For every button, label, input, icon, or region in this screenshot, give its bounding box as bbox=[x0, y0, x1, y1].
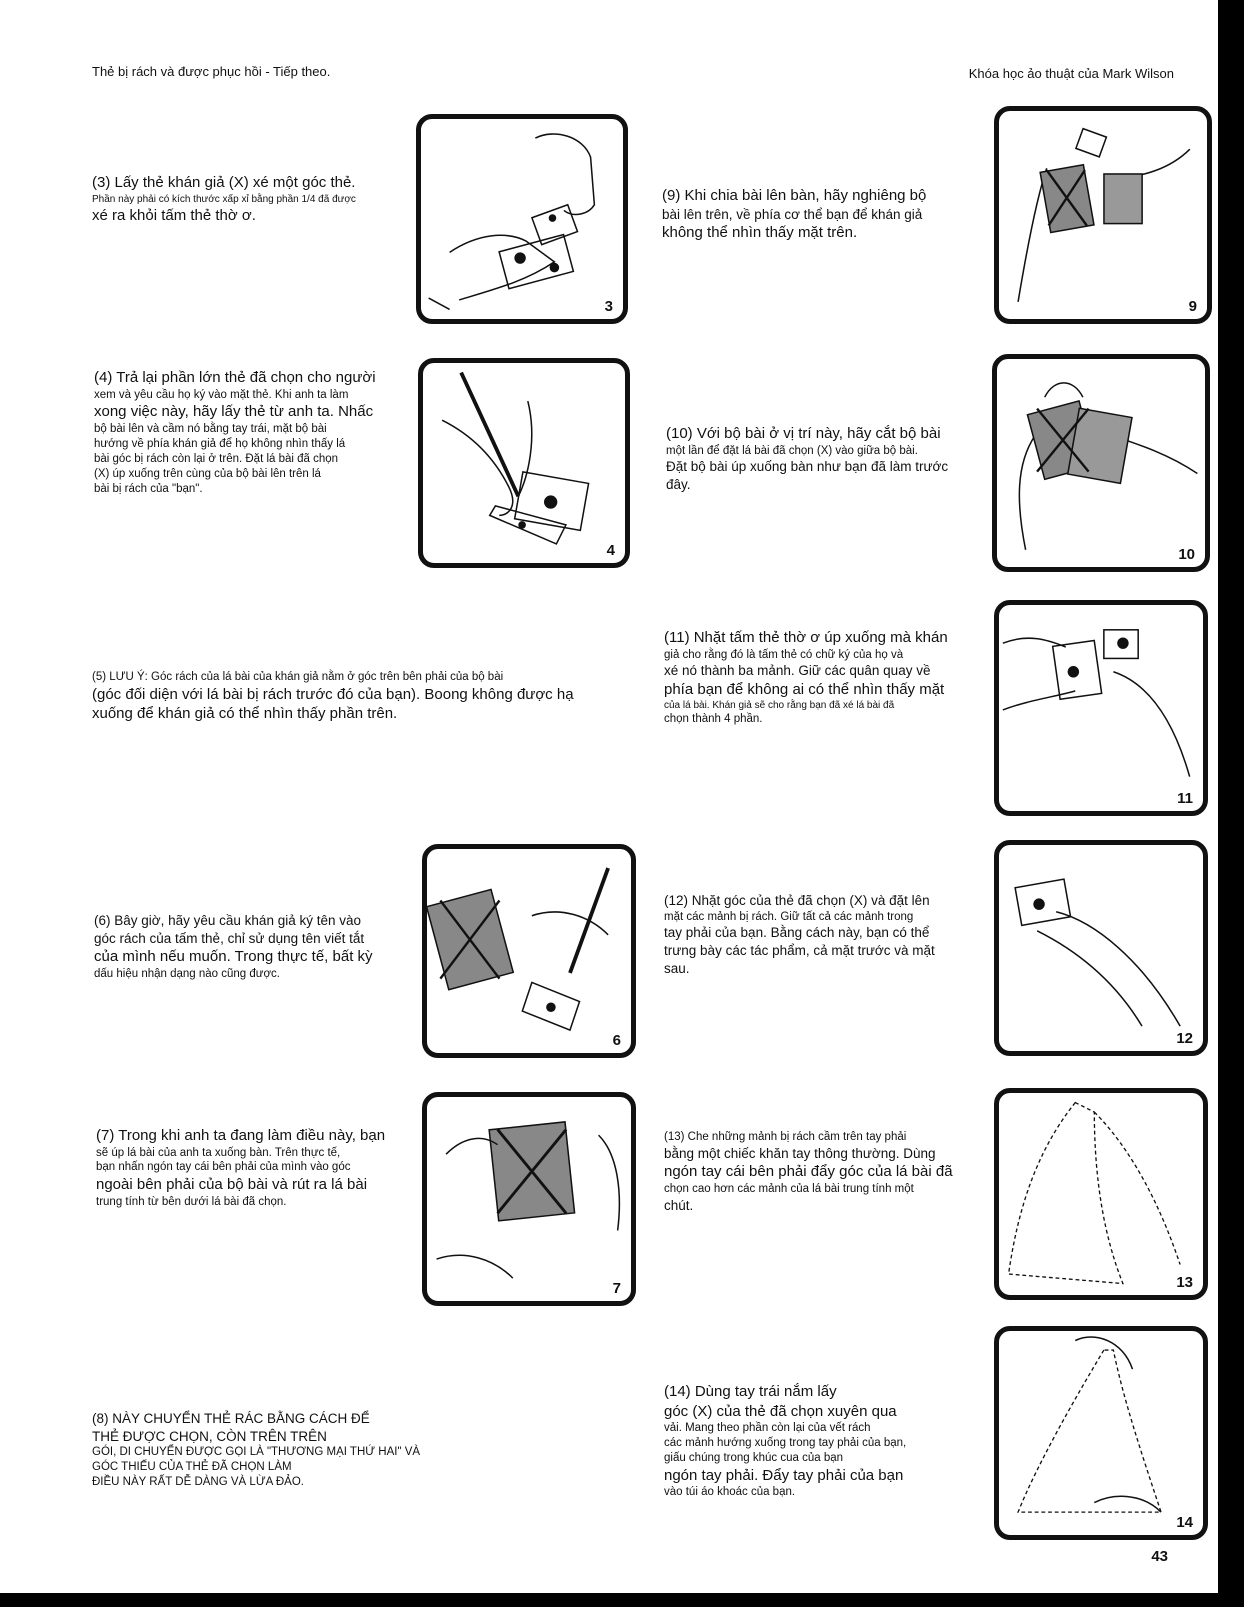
step-7-line: trung tính từ bên dưới lá bài đã chọn. bbox=[96, 1195, 287, 1208]
step-12-line: tay phải của bạn. Bằng cách này, bạn có thể bbox=[664, 925, 930, 941]
step-8-line: GÓI, DI CHUYỂN ĐƯỢC GỌI LÀ "THƯƠNG MẠI THỨ HAI" VÀ bbox=[92, 1446, 421, 1459]
figure-14 bbox=[994, 1326, 1208, 1540]
figure-12 bbox=[994, 840, 1208, 1056]
figure-7-illustration bbox=[427, 1097, 631, 1301]
figure-13 bbox=[994, 1088, 1208, 1300]
step-14-line: ngón tay phải. Đẩy tay phải của bạn bbox=[664, 1466, 904, 1484]
step-13-text bbox=[664, 1130, 974, 1214]
figure-14-illustration bbox=[999, 1331, 1203, 1535]
step-11-line: phía bạn để không ai có thể nhìn thấy mặt bbox=[664, 680, 945, 698]
step-4-text bbox=[94, 368, 414, 497]
step-6-text bbox=[94, 912, 414, 982]
step-7-line: sẽ úp lá bài của anh ta xuống bàn. Trên thực tế, bbox=[96, 1146, 341, 1159]
header-right: Khóa học ảo thuật của Mark Wilson bbox=[968, 66, 1174, 81]
step-6-line: của mình nếu muốn. Trong thực tế, bất kỳ bbox=[94, 948, 373, 966]
figure-3-number: 3 bbox=[604, 298, 613, 315]
step-13-line: (13) Che những mảnh bị rách cầm trên tay phải bbox=[664, 1131, 907, 1143]
step-10-line: một lần để đặt lá bài đã chọn (X) vào giữa bộ bài. bbox=[666, 444, 918, 457]
step-8-text bbox=[92, 1410, 612, 1490]
step-7-text bbox=[96, 1126, 416, 1210]
step-13-line: ngón tay cái bên phải đẩy góc của lá bài đã bbox=[664, 1163, 953, 1181]
step-5-text bbox=[92, 670, 652, 724]
step-5-line: xuống để khán giả có thể nhìn thấy phần trên. bbox=[92, 705, 398, 723]
step-4-line: bộ bài lên và cầm nó bằng tay trái, mặt bộ bài bbox=[94, 422, 327, 435]
header-left: Thẻ bị rách và được phục hồi - Tiếp theo. bbox=[92, 64, 331, 79]
step-12-line: (12) Nhặt góc của thẻ đã chọn (X) và đặt lên bbox=[664, 893, 930, 908]
step-14-line: giấu chúng trong khúc cua của bạn bbox=[664, 1451, 844, 1464]
figure-10 bbox=[992, 354, 1210, 572]
figure-6-illustration bbox=[427, 849, 631, 1053]
step-7-line: (7) Trong khi anh ta đang làm điều này, bạn bbox=[96, 1127, 386, 1144]
step-10-line: (10) Với bộ bài ở vị trí này, hãy cắt bộ bài bbox=[666, 425, 941, 442]
figure-11-illustration bbox=[999, 605, 1203, 811]
step-4-line: (4) Trả lại phần lớn thẻ đã chọn cho người bbox=[94, 369, 376, 386]
figure-6 bbox=[422, 844, 636, 1058]
figure-3-illustration bbox=[421, 119, 623, 319]
figure-10-number: 10 bbox=[1178, 546, 1195, 563]
step-4-line: bài bị rách của "bạn". bbox=[94, 482, 203, 495]
figure-4 bbox=[418, 358, 630, 568]
step-6-line: góc rách của tấm thẻ, chỉ sử dụng tên viết tắt bbox=[94, 930, 365, 946]
figure-13-illustration bbox=[999, 1093, 1203, 1295]
figure-9 bbox=[994, 106, 1212, 324]
step-11-line: (11) Nhặt tấm thẻ thờ ơ úp xuống mà khán bbox=[664, 629, 948, 646]
step-6-line: dấu hiệu nhận dạng nào cũng được. bbox=[94, 967, 280, 980]
figure-14-number: 14 bbox=[1176, 1514, 1193, 1531]
figure-6-number: 6 bbox=[612, 1032, 621, 1049]
figure-12-number: 12 bbox=[1176, 1030, 1193, 1047]
step-6-line: (6) Bây giờ, hãy yêu cầu khán giả ký tên vào bbox=[94, 913, 362, 928]
step-11-line: của lá bài. Khán giả sẽ cho rằng bạn đã xé lá bài đã bbox=[664, 700, 895, 712]
step-9-line: (9) Khi chia bài lên bàn, hãy nghiêng bộ bbox=[662, 187, 927, 204]
figure-4-illustration bbox=[423, 363, 625, 563]
step-12-line: trưng bày các tác phẩm, cả mặt trước và mặt bbox=[664, 943, 935, 959]
step-12-text bbox=[664, 892, 974, 977]
step-11-line: chọn thành 4 phần. bbox=[664, 713, 763, 726]
step-7-line: ngoài bên phải của bộ bài và rút ra lá bài bbox=[96, 1176, 368, 1194]
figure-3 bbox=[416, 114, 628, 324]
step-13-line: chút. bbox=[664, 1197, 694, 1213]
step-13-line: chọn cao hơn các mảnh của lá bài trung tính một bbox=[664, 1182, 914, 1195]
step-11-line: xé nó thành ba mảnh. Giữ các quân quay về bbox=[664, 663, 931, 679]
step-3-text bbox=[92, 173, 402, 225]
step-8-line: (8) NÀY CHUYỂN THẺ RÁC BẰNG CÁCH ĐỂ bbox=[92, 1411, 370, 1426]
step-7-line: bạn nhấn ngón tay cái bên phải của mình vào góc bbox=[96, 1161, 351, 1174]
step-4-line: xong việc này, hãy lấy thẻ từ anh ta. Nhấc bbox=[94, 403, 374, 421]
figure-13-number: 13 bbox=[1176, 1274, 1193, 1291]
step-8-line: THẺ ĐƯỢC CHỌN, CÒN TRÊN TRÊN bbox=[92, 1428, 327, 1444]
step-11-text bbox=[664, 628, 974, 727]
figure-11 bbox=[994, 600, 1208, 816]
figure-12-illustration bbox=[999, 845, 1203, 1051]
figure-9-illustration bbox=[999, 111, 1207, 319]
figure-9-number: 9 bbox=[1188, 298, 1197, 315]
step-14-line: góc (X) của thẻ đã chọn xuyên qua bbox=[664, 1402, 897, 1420]
step-4-line: (X) úp xuống trên cùng của bộ bài lên trên lá bbox=[94, 467, 321, 480]
figure-7 bbox=[422, 1092, 636, 1306]
step-5-line: (5) LƯU Ý: Góc rách của lá bài của khán giả nằm ở góc trên bên phải của bộ bài bbox=[92, 671, 504, 683]
step-8-line: GÓC THIẾU CỦA THẺ ĐÃ CHỌN LÀM bbox=[92, 1461, 292, 1474]
step-14-line: (14) Dùng tay trái nắm lấy bbox=[664, 1383, 837, 1400]
step-9-line: không thể nhìn thấy mặt trên. bbox=[662, 224, 858, 242]
step-3-line: Phần này phải có kích thước xấp xỉ bằng phần 1/4 đã được bbox=[92, 193, 356, 205]
step-14-line: vải. Mang theo phần còn lại của vết rách bbox=[664, 1422, 871, 1434]
step-4-line: hướng về phía khán giả để họ không nhìn thấy lá bbox=[94, 437, 346, 450]
figure-11-number: 11 bbox=[1177, 790, 1193, 807]
step-10-line: Đặt bộ bài úp xuống bàn như bạn đã làm trước bbox=[666, 459, 949, 475]
step-9-line: bài lên trên, về phía cơ thể bạn để khán giả bbox=[662, 206, 923, 222]
step-14-line: vào túi áo khoác của bạn. bbox=[664, 1486, 796, 1499]
step-4-line: xem và yêu cầu họ ký vào mặt thẻ. Khi anh ta làm bbox=[94, 388, 349, 401]
page-edge-bottom bbox=[0, 1593, 1244, 1607]
step-14-text bbox=[664, 1382, 974, 1500]
step-10-line: đây. bbox=[666, 476, 691, 492]
step-4-line: bài góc bị rách còn lại ở trên. Đặt lá bài đã chọn bbox=[94, 452, 339, 465]
step-11-line: giả cho rằng đó là tấm thẻ có chữ ký của họ và bbox=[664, 648, 904, 661]
step-10-text bbox=[666, 424, 976, 494]
step-5-line: (góc đối diện với lá bài bị rách trước đó của bạn). Boong không được hạ bbox=[92, 685, 574, 703]
figure-4-number: 4 bbox=[606, 542, 615, 559]
step-9-text bbox=[662, 186, 962, 243]
step-14-line: các mảnh hướng xuống trong tay phải của bạn, bbox=[664, 1436, 907, 1449]
step-3-line: xé ra khỏi tấm thẻ thờ ơ. bbox=[92, 206, 256, 224]
figure-7-number: 7 bbox=[612, 1280, 621, 1297]
page-edge-right bbox=[1218, 0, 1244, 1607]
step-12-line: sau. bbox=[664, 960, 690, 976]
step-8-line: ĐIỀU NÀY RẤT DỄ DÀNG VÀ LỪA ĐẢO. bbox=[92, 1475, 304, 1488]
step-13-line: bằng một chiếc khăn tay thông thường. Dùng bbox=[664, 1145, 936, 1161]
step-3-line: (3) Lấy thẻ khán giả (X) xé một góc thẻ. bbox=[92, 174, 356, 191]
page-number: 43 bbox=[1151, 1548, 1168, 1565]
step-12-line: mặt các mảnh bị rách. Giữ tất cả các mảnh trong bbox=[664, 910, 914, 923]
figure-10-illustration bbox=[997, 359, 1205, 567]
